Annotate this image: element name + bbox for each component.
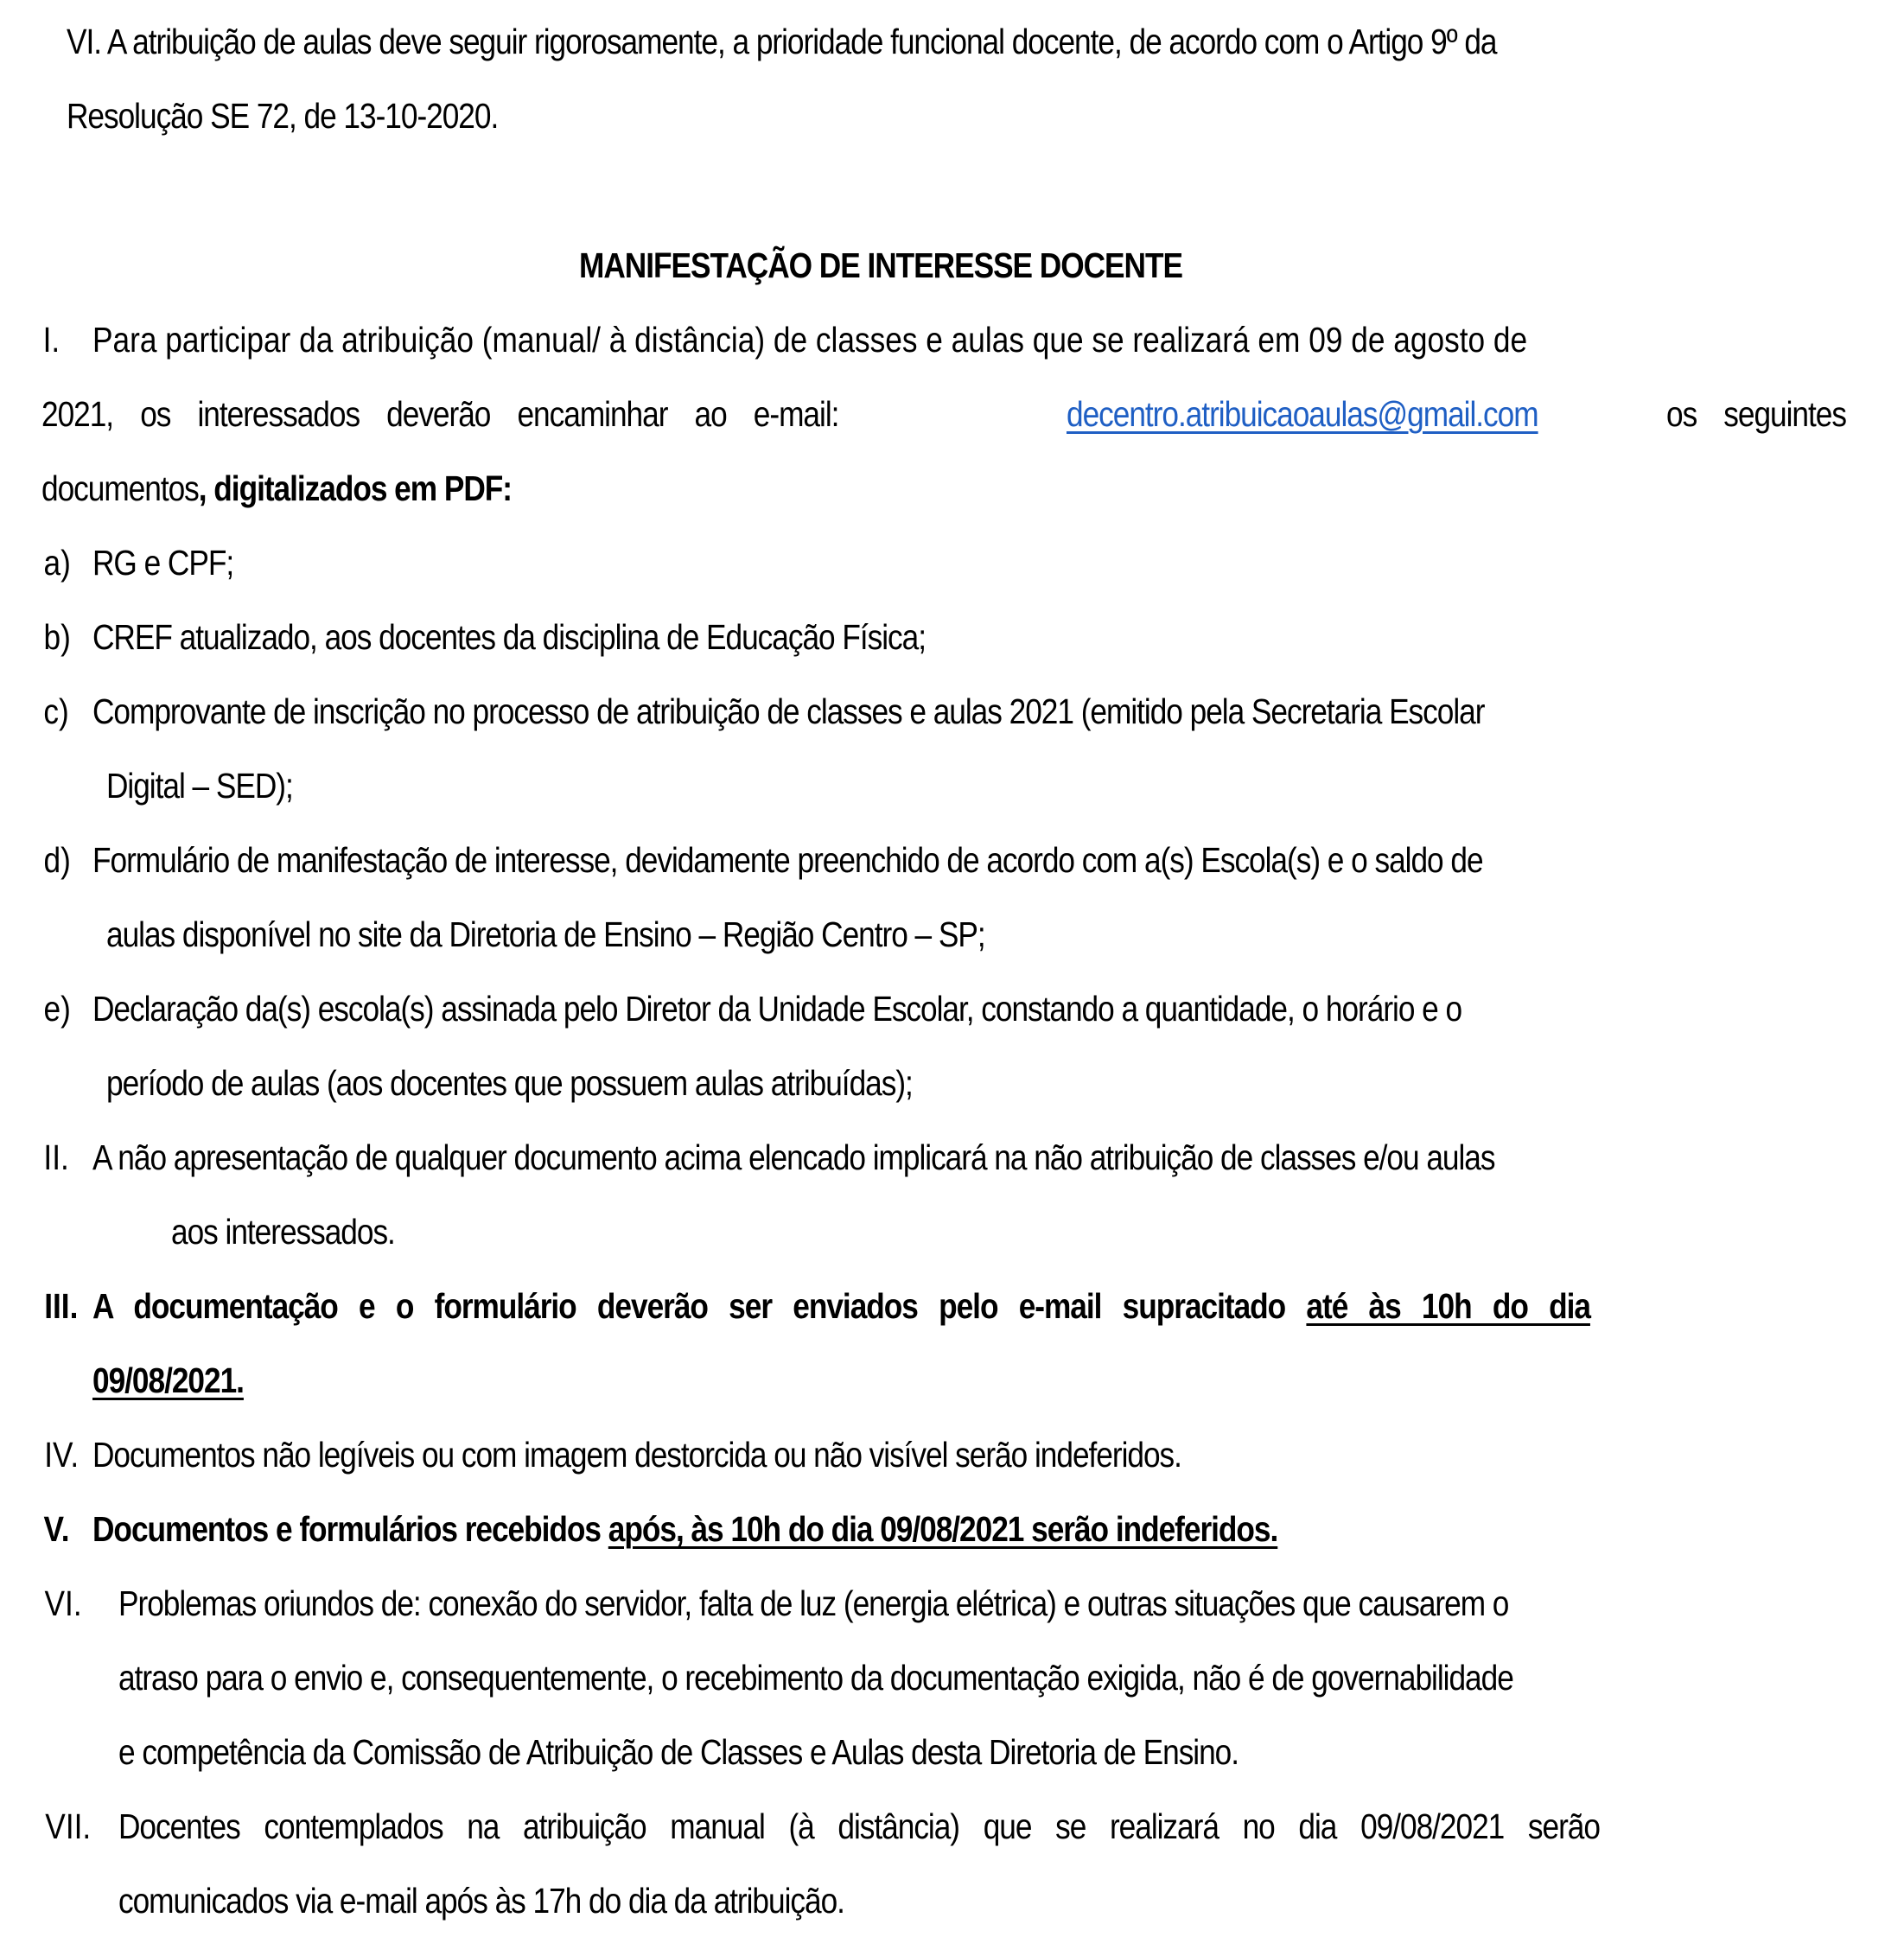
item-VII-line-1: Docentes contemplados na atribuição manual (à distância) que se realizará no dia 09/08/2021 serão	[118, 1806, 1600, 1846]
item-I-line-1-text: Para participar da atribuição (manual/ à distância) de classes e aulas que se realizará em 09 de agosto de	[92, 320, 1528, 360]
subitem-c-marker: c)	[43, 691, 69, 731]
item-I-line-2-pre: 2021, os interessados deverão encaminhar ao e-mail:	[41, 394, 839, 434]
item-IV-line-1: Documentos não legíveis ou com imagem destorcida ou não visível serão indeferidos.	[92, 1435, 1181, 1475]
subitem-a-line-1: RG e CPF;	[92, 543, 234, 583]
item-III-deadline: até às 10h do dia	[1306, 1286, 1590, 1326]
item-III-line-2	[92, 1360, 244, 1400]
subitem-e-line-2: período de aulas (aos docentes que possuem aulas atribuídas);	[106, 1063, 913, 1103]
item-V-deadline: após, às 10h do dia 09/08/2021 serão indeferidos.	[608, 1509, 1278, 1549]
intro-line-1: VI. A atribuição de aulas deve seguir rigorosamente, a prioridade funcional docente, de acordo com o Artigo 9º da	[67, 22, 1497, 61]
item-VII-line-2: comunicados via e-mail após às 17h do dia da atribuição.	[118, 1881, 844, 1921]
item-I-line-2	[41, 394, 1861, 434]
item-VI-line-1: Problemas oriundos de: conexão do servidor, falta de luz (energia elétrica) e outras situações que causarem o	[118, 1583, 1509, 1623]
intro-line-2: Resolução SE 72, de 13-10-2020.	[67, 96, 499, 136]
item-I-line-3	[41, 468, 512, 508]
subitem-e-marker: e)	[43, 989, 71, 1029]
item-I-line-1	[92, 322, 1856, 358]
section-heading: MANIFESTAÇÃO DE INTERESSE DOCENTE	[579, 245, 1182, 285]
subitem-d-line-2: aulas disponível no site da Diretoria de Ensino – Região Centro – SP;	[106, 914, 985, 954]
item-III-date: 09/08/2021.	[92, 1360, 244, 1400]
item-IV-marker: IV.	[44, 1435, 80, 1475]
item-VI-line-3: e competência da Comissão de Atribuição de Classes e Aulas desta Diretoria de Ensino.	[118, 1732, 1239, 1772]
item-V-line-1	[92, 1509, 1278, 1549]
item-V-marker: V.	[43, 1509, 70, 1549]
item-III-line-1-pre: A documentação e o formulário deverão ser enviados pelo e-mail supracitado	[92, 1286, 1286, 1326]
item-I-line-2-post: os seguintes	[1666, 394, 1846, 434]
item-III-line-1	[92, 1286, 1590, 1326]
item-VI-marker: VI.	[44, 1583, 82, 1623]
subitem-d-marker: d)	[43, 840, 71, 880]
subitem-b-line-1: CREF atualizado, aos docentes da disciplina de Educação Física;	[92, 617, 926, 657]
email-link[interactable]: decentro.atribuicaoaulas@gmail.com	[1067, 394, 1538, 434]
item-III-marker: III.	[44, 1286, 79, 1326]
item-V-line-1-pre: Documentos e formulários recebidos	[92, 1509, 601, 1549]
subitem-e-line-1: Declaração da(s) escola(s) assinada pelo Diretor da Unidade Escolar, constando a quantidade, o horário e o	[92, 989, 1462, 1029]
subitem-a-marker: a)	[43, 543, 71, 583]
item-II-line-2: aos interessados.	[171, 1212, 395, 1252]
item-I-line-3-bold: , digitalizados em PDF:	[198, 468, 512, 508]
item-VII-marker: VII.	[45, 1806, 92, 1846]
item-I-marker: I.	[42, 320, 60, 360]
subitem-c-line-2: Digital – SED);	[106, 766, 293, 806]
subitem-c-line-1: Comprovante de inscrição no processo de atribuição de classes e aulas 2021 (emitido pela Secretaria Escolar	[92, 691, 1485, 731]
item-II-marker: II.	[43, 1137, 69, 1177]
item-VI-line-2: atraso para o envio e, consequentemente, o recebimento da documentação exigida, não é de governabilidade	[118, 1658, 1513, 1698]
subitem-d-line-1: Formulário de manifestação de interesse, devidamente preenchido de acordo com a(s) Escola(s) e o saldo de	[92, 840, 1483, 880]
subitem-b-marker: b)	[43, 617, 71, 657]
item-I-line-3-pre: documentos	[41, 468, 199, 508]
item-II-line-1: A não apresentação de qualquer documento acima elencado implicará na não atribuição de classes e/ou aulas	[92, 1137, 1495, 1177]
